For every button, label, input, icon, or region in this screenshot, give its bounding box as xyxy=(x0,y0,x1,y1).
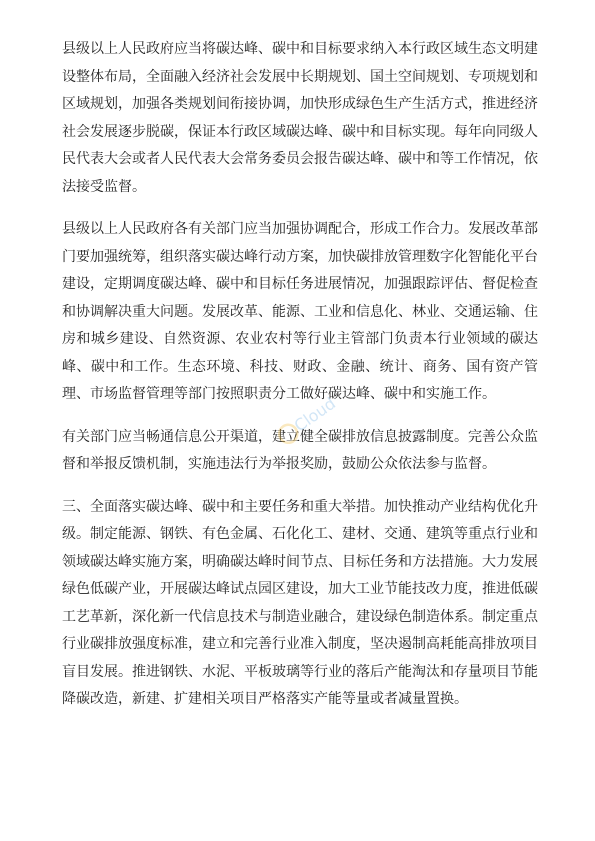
paragraph-3: 有关部门应当畅通信息公开渠道，建立健全碳排放信息披露制度。完善公众监督和举报反馈机制，实施违法行为举报奖励，鼓励公众依法参与监督。 xyxy=(62,428,538,472)
paragraph-4: 三、全面落实碳达峰、碳中和主要任务和重大举措。加快推动产业结构优化升级。制定能源、钢铁、有色金属、石化化工、建材、交通、建筑等重点行业和领域碳达峰实施方案，明确碳达峰时间节点、目标任务和方法措施。大力发展绿色低碳产业，开展碳达峰试点园区建设，加大工业节能技改力度，推进低碳工艺革新，深化新一代信息技术与制造业融合，建设绿色制造体系。制定重点行业碳排放强度标准，建立和完善行业准入制度，坚决遏制高耗能高排放项目盲目发展。推进钢铁、水泥、平板玻璃等行业的落后产能淘汰和存量项目节能降碳改造，新建、扩建相关项目严格落实产能等量或者减量置换。 xyxy=(62,498,538,707)
watermark-text: Cloud xyxy=(290,393,340,436)
paragraph-2: 县级以上人民政府各有关部门应当加强协调配合，形成工作合力。发展改革部门要加强统筹，组织落实碳达峰行动方案，加快碳排放管理数字化智能化平台建设，定期调度碳达峰、碳中和目标任务进展情况，加强跟踪评估、督促检查和协调解决重大问题。发展改革、能源、工业和信息化、林业、交通运输、住房和城乡建设、自然资源、农业农村等行业主管部门负责本行业领域的碳达峰、碳中和工作。生态环境、科技、财政、金融、统计、商务、国有资产管理、市场监督管理等部门按照职责分工做好碳达峰、碳中和实施工作。 xyxy=(62,221,538,402)
document-body xyxy=(62,36,538,714)
paragraph-1: 县级以上人民政府应当将碳达峰、碳中和目标要求纳入本行政区域生态文明建设整体布局，全面融入经济社会发展中长期规划、国土空间规划、专项规划和区域规划，加强各类规划间衔接协调，加快形成绿色生产生活方式，推进经济社会发展逐步脱碳，保证本行政区域碳达峰、碳中和目标实现。每年向同级人民代表大会或者人民代表大会常务委员会报告碳达峰、碳中和等工作情况，依法接受监督。 xyxy=(62,41,538,195)
